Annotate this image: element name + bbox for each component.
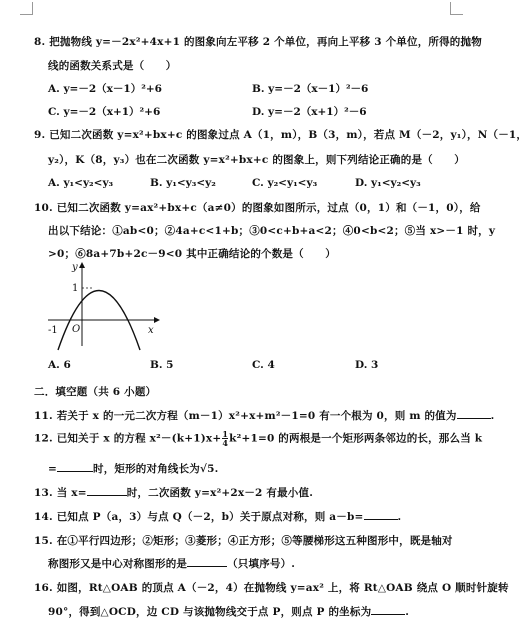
q11-text: 11. 若关于 x 的一元二次方程（m－1）x²+x+m²－1=0 有一个根为 0，则 m 的值为	[34, 410, 457, 422]
q16-line2-text: 90°，得到△OCD，边 CD 与该抛物线交于点 P，则点 P 的坐标为	[48, 606, 372, 618]
q14-text: 14. 已知点 P（a，3）与点 Q（－2，b）关于原点对称，则 a－b=	[34, 511, 364, 523]
q10-option-d: D. 3	[355, 359, 379, 371]
q14-line	[34, 509, 401, 524]
q13-text-end: 时，二次函数 y=x²+2x－2 有最小值.	[126, 487, 314, 499]
q13-line	[34, 485, 313, 500]
q12-line1	[34, 430, 482, 447]
page-corner-mark-left	[20, 2, 33, 15]
q12-line2	[48, 461, 218, 476]
y-axis-label: y	[72, 262, 78, 273]
x-axis-label: x	[148, 325, 154, 336]
q15-line2-end: （只填序号）.	[227, 558, 296, 570]
q12-text-end: k²+1=0 的两根是一个矩形两条邻边的长，那么当 k	[229, 432, 483, 445]
q10-line3: >0；⑥8a+7b+2c－9<0 其中正确结论的个数是（ ）	[48, 248, 336, 260]
x-axis-arrow	[154, 317, 160, 323]
q9-line1: 9. 已知二次函数 y=x²+bx+c 的图象过点 A（1，m），B（3，m），若点 M（－2，y₁），N（－1，	[34, 129, 527, 141]
q11-line	[34, 408, 494, 423]
tick-label-1: 1	[72, 283, 79, 294]
q12-fraction-denominator: 4	[222, 438, 229, 448]
q10-option-a: A. 6	[48, 359, 71, 371]
q8-line2: 线的函数关系式是（ ）	[48, 60, 177, 72]
q10-option-b: B. 5	[150, 359, 174, 371]
q16-line2-end: .	[405, 606, 410, 618]
q9-option-d: D. y₁<y₂<y₃	[355, 177, 421, 189]
q14-answer-blank[interactable]	[364, 509, 398, 520]
q8-option-d: D. y=－2（x+1）²－6	[252, 106, 367, 118]
q12-line2-text: 时，矩形的对角线长为√5.	[93, 463, 219, 475]
q15-answer-blank[interactable]	[187, 556, 227, 567]
q12-answer-blank[interactable]	[57, 461, 93, 472]
q8-line1: 8. 把抛物线 y=－2x²+4x+1 的图象向左平移 2 个单位，再向上平移 3 个单位，所得的抛物	[34, 36, 482, 48]
q9-option-b: B. y₁<y₃<y₂	[150, 177, 216, 189]
q11-answer-blank[interactable]	[457, 408, 491, 419]
q11-end: .	[490, 410, 495, 422]
q8-option-b: B. y=－2（x－1）²－6	[252, 83, 369, 95]
q12-fraction	[222, 430, 228, 447]
q10-parabola-graph	[44, 258, 164, 350]
q13-text-start: 13. 当 x=	[34, 487, 87, 499]
tick-label-neg1: -1	[48, 325, 58, 336]
q15-line2	[48, 556, 295, 571]
y-axis-arrow	[79, 262, 85, 268]
section-2-heading: 二．填空题（共 6 小题）	[34, 386, 157, 398]
q15-line2-text: 称图形又是中心对称图形的是	[48, 558, 188, 570]
page-corner-mark-right	[450, 2, 463, 15]
origin-label: O	[72, 324, 81, 335]
q12-text-start: 12. 已知关于 x 的方程 x²－(k+1)x+	[34, 432, 222, 445]
q9-option-c: C. y₂<y₁<y₃	[252, 177, 318, 189]
q14-end: .	[397, 511, 402, 523]
q10-option-c: C. 4	[252, 359, 275, 371]
q8-option-a: A. y=－2（x－1）²+6	[48, 83, 162, 95]
q9-option-a: A. y₁<y₂<y₃	[48, 177, 114, 189]
q15-line1: 15. 在①平行四边形；②矩形；③菱形；④正方形；⑤等腰梯形这五种图形中，既是轴对	[34, 535, 453, 547]
q8-option-c: C. y=－2（x+1）²+6	[48, 106, 161, 118]
q9-line2: y₂），K（8，y₃）也在二次函数 y=x²+bx+c 的图象上，则下列结论正确的是（ ）	[48, 154, 465, 166]
q16-line2	[48, 604, 409, 619]
q10-line2: 出以下结论：①ab<0；②4a+c<1+b；③0<c+b+a<2；④0<b<2；⑤当 x>－1 时，y	[48, 225, 496, 237]
q10-line1: 10. 已知二次函数 y=ax²+bx+c（a≠0）的图象如图所示，过点（0，1）和（－1，0），给	[34, 202, 481, 214]
q16-line1: 16. 如图，Rt△OAB 的顶点 A（－2，4）在抛物线 y=ax² 上，将 Rt△OAB 绕点 O 顺时针旋转	[34, 582, 509, 594]
q13-answer-blank[interactable]	[87, 485, 127, 496]
q16-answer-blank[interactable]	[371, 604, 405, 615]
q12-eq: =	[48, 463, 57, 475]
q12-fraction-numerator: 1	[222, 429, 229, 439]
